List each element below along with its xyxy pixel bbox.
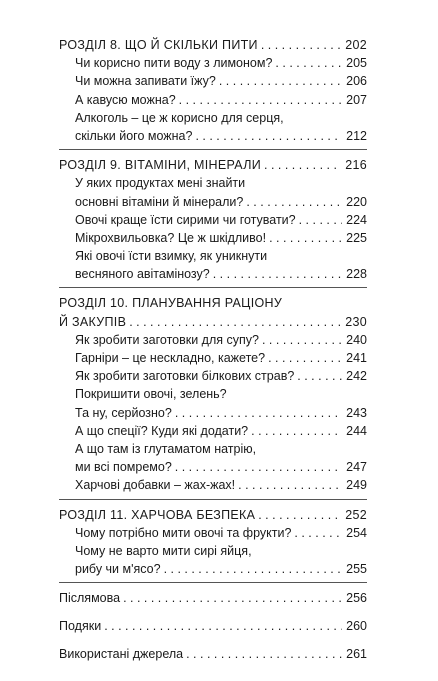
leader-dots — [261, 36, 341, 54]
page-number: 241 — [346, 351, 367, 366]
item-title: Харчові добавки – жах-жах! — [75, 478, 236, 493]
page-number: 256 — [346, 591, 367, 606]
toc-item[interactable] — [59, 542, 367, 578]
leader-dots — [213, 265, 342, 283]
chapter-10-entry[interactable] — [59, 294, 367, 330]
leader-dots — [123, 589, 342, 607]
page-number: 240 — [346, 332, 367, 347]
leader-dots — [104, 617, 342, 635]
item-title: Післямова — [59, 591, 121, 606]
sources-entry[interactable] — [59, 645, 367, 663]
page-number: 225 — [346, 230, 367, 245]
divider — [59, 499, 367, 500]
page-number: 220 — [346, 194, 367, 209]
page-number: 202 — [345, 38, 367, 52]
page-number: 216 — [345, 158, 367, 173]
divider — [59, 287, 367, 288]
item-title: Використані джерела — [59, 647, 184, 662]
divider — [59, 582, 367, 583]
item-title-line1: А що там із глутаматом натрію, — [75, 442, 257, 457]
leader-dots — [275, 54, 342, 72]
item-title: А що спеції? Куди які додати? — [75, 423, 249, 438]
item-title: Чи корисно пити воду з лимоном? — [75, 56, 273, 71]
leader-dots — [219, 72, 342, 90]
page-number: 224 — [346, 212, 367, 227]
chapter-title: РОЗДІЛ 9. ВІТАМІНИ, МІНЕРАЛИ — [59, 158, 262, 173]
item-title-line1: Які овочі їсти взимку, як уникнути — [75, 249, 268, 264]
item-title: Чи можна запивати їжу? — [75, 74, 216, 89]
page-number: 207 — [346, 92, 367, 107]
leader-dots — [129, 313, 341, 331]
toc-item[interactable] — [59, 247, 367, 283]
chapter-9-entry[interactable] — [59, 156, 367, 174]
chapter-title: Й ЗАКУПІВ — [59, 314, 127, 329]
leader-dots — [186, 645, 342, 663]
page-number: 247 — [346, 460, 367, 475]
page-number: 254 — [346, 525, 367, 540]
page-number: 252 — [345, 507, 367, 522]
item-title: Та ну, серйозно? — [75, 405, 172, 420]
leader-dots — [268, 349, 342, 367]
page-number: 228 — [346, 267, 367, 282]
leader-dots — [258, 506, 341, 524]
item-title-line1: Алкоголь – це ж корисно для серця, — [75, 110, 284, 125]
toc-item[interactable] — [59, 211, 367, 229]
divider — [59, 149, 367, 150]
leader-dots — [251, 422, 342, 440]
afterword-entry[interactable] — [59, 589, 367, 607]
chapter-title: РОЗДІЛ 8. ЩО Й СКІЛЬКИ ПИТИ — [59, 38, 258, 52]
leader-dots — [294, 524, 342, 542]
toc-item[interactable] — [59, 349, 367, 367]
item-title: Як зробити заготовки для супу? — [75, 332, 259, 347]
leader-dots — [269, 229, 342, 247]
leader-dots — [238, 476, 342, 494]
leader-dots — [264, 156, 341, 174]
toc-item[interactable] — [59, 174, 367, 210]
item-title: Як зробити заготовки білкових страв? — [75, 369, 295, 384]
leader-dots — [175, 458, 342, 476]
toc-item[interactable] — [59, 422, 367, 440]
page-number: 255 — [346, 562, 367, 577]
page-number: 244 — [346, 423, 367, 438]
thanks-entry[interactable] — [59, 617, 367, 635]
item-title: Гарніри – це нескладно, кажете? — [75, 351, 266, 366]
item-title-line1: Чому не варто мити сирі яйця, — [75, 543, 252, 558]
table-of-contents — [59, 36, 367, 673]
page-number: 205 — [346, 56, 367, 71]
leader-dots — [246, 193, 342, 211]
item-title-line1: Покришити овочі, зелень? — [75, 387, 227, 402]
leader-dots — [175, 404, 342, 422]
page-number: 230 — [345, 314, 367, 329]
page-number: 243 — [346, 405, 367, 420]
leader-dots — [195, 127, 342, 145]
item-title: Мікрохвильовка? Це ж шкідливо! — [75, 230, 267, 245]
item-title: рибу чи м'ясо? — [75, 562, 161, 577]
toc-item[interactable] — [59, 476, 367, 494]
item-title: основні вітаміни й мінерали? — [75, 194, 244, 209]
page-number: 260 — [346, 619, 367, 634]
page-number: 242 — [346, 369, 367, 384]
leader-dots — [164, 560, 343, 578]
page-number: 206 — [346, 74, 367, 89]
toc-item[interactable] — [59, 524, 367, 542]
chapter-title: РОЗДІЛ 11. ХАРЧОВА БЕЗПЕКА — [59, 507, 256, 522]
page-number: 249 — [346, 478, 367, 493]
item-title: А кавусю можна? — [75, 92, 176, 107]
toc-item[interactable] — [59, 91, 367, 109]
leader-dots — [179, 91, 342, 109]
item-title: Подяки — [59, 619, 102, 634]
item-title: Чому потрібно мити овочі та фрукти? — [75, 525, 292, 540]
toc-item[interactable] — [59, 54, 367, 72]
chapter-11-entry[interactable] — [59, 506, 367, 524]
leader-dots — [299, 211, 343, 229]
leader-dots — [262, 331, 342, 349]
toc-item[interactable] — [59, 72, 367, 90]
toc-item[interactable] — [59, 367, 367, 385]
chapter-8-entry[interactable] — [59, 36, 367, 54]
toc-item[interactable] — [59, 331, 367, 349]
item-title: ми всі помремо? — [75, 460, 172, 475]
item-title: Овочі краще їсти сирими чи готувати? — [75, 212, 296, 227]
item-title: весняного авітамінозу? — [75, 267, 210, 282]
page-number: 261 — [346, 647, 367, 662]
toc-item[interactable] — [59, 385, 367, 421]
chapter-title-line1: РОЗДІЛ 10. ПЛАНУВАННЯ РАЦІОНУ — [59, 296, 283, 311]
toc-item[interactable] — [59, 440, 367, 476]
toc-item[interactable] — [59, 109, 367, 145]
page-number: 212 — [346, 128, 367, 143]
leader-dots — [297, 367, 342, 385]
item-title: скільки його можна? — [75, 128, 193, 143]
toc-item[interactable] — [59, 229, 367, 247]
item-title-line1: У яких продуктах мені знайти — [75, 176, 246, 191]
